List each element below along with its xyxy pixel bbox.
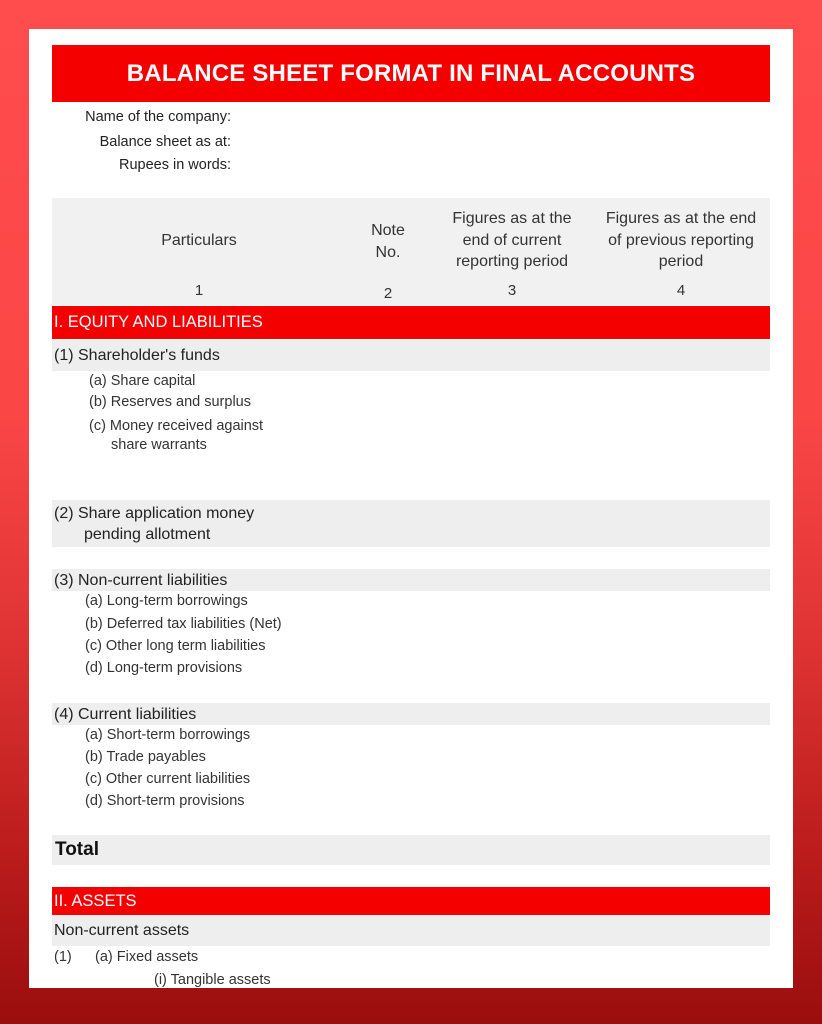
header-line: of previous reporting <box>608 231 754 249</box>
section-assets <box>52 887 770 915</box>
column-number-4: 4 <box>676 282 686 299</box>
group-title: (4) Current liabilities <box>54 705 197 723</box>
section-title: I. EQUITY AND LIABILITIES <box>54 313 263 331</box>
line-item-short-term-borrowings: (a) Short-term borrowings <box>85 727 251 743</box>
column-header-note-no <box>348 220 428 263</box>
column-header-current-period <box>437 208 587 273</box>
group-title: (3) Non-current liabilities <box>54 571 228 589</box>
line-item-other-long-term-liabilities: (c) Other long term liabilities <box>85 638 266 654</box>
line-item-trade-payables: (b) Trade payables <box>85 749 206 765</box>
group-current-liabilities <box>52 703 770 725</box>
header-line: reporting period <box>455 253 569 270</box>
group-title-cont: pending allotment <box>84 526 211 543</box>
line-item-money-against-warrants: (c) Money received against <box>89 418 264 434</box>
line-item-deferred-tax: (b) Deferred tax liabilities (Net) <box>85 616 282 632</box>
header-line: Note <box>371 222 405 239</box>
company-name-label: Name of the company: <box>85 109 231 125</box>
rupees-in-words-label: Rupees in words: <box>118 157 231 173</box>
document-title: BALANCE SHEET FORMAT IN FINAL ACCOUNTS <box>126 59 696 87</box>
column-number-3: 3 <box>507 282 517 299</box>
group-shareholders-funds <box>52 340 770 371</box>
group-share-application-money <box>52 500 770 547</box>
line-item-long-term-borrowings: (a) Long-term borrowings <box>85 593 248 609</box>
group-non-current-liabilities <box>52 569 770 591</box>
section-equity-liabilities <box>52 306 770 339</box>
total-row <box>52 835 770 865</box>
header-line: period <box>658 253 704 270</box>
section-title: II. ASSETS <box>54 891 137 910</box>
group-title: Non-current assets <box>54 922 190 939</box>
total-label: Total <box>55 839 99 860</box>
title-banner <box>52 45 770 102</box>
header-line: end of current <box>462 231 562 249</box>
balance-sheet-date-label: Balance sheet as at: <box>99 134 231 150</box>
column-number-1: 1 <box>194 282 204 299</box>
line-item-other-current-liabilities: (c) Other current liabilities <box>85 771 251 787</box>
line-item-tangible-assets: (i) Tangible assets <box>154 972 271 988</box>
line-item-money-against-warrants-cont: share warrants <box>111 437 207 453</box>
line-item-share-capital: (a) Share capital <box>89 373 196 389</box>
asset-row-number: (1) <box>54 949 72 965</box>
group-title: (2) Share application money <box>54 505 255 522</box>
balance-sheet-document <box>29 29 793 988</box>
table-header <box>52 198 770 305</box>
line-item-long-term-provisions: (d) Long-term provisions <box>85 660 243 676</box>
group-title: (1) Shareholder's funds <box>54 347 220 364</box>
header-line: No. <box>375 243 401 261</box>
column-header-particulars: Particulars <box>161 232 237 249</box>
group-non-current-assets <box>52 915 770 946</box>
header-line: Figures as at the end <box>605 210 757 227</box>
line-item-short-term-provisions: (d) Short-term provisions <box>85 793 245 809</box>
line-item-reserves-surplus: (b) Reserves and surplus <box>89 394 251 410</box>
header-line: Figures as at the <box>452 210 572 227</box>
line-item-fixed-assets: (a) Fixed assets <box>95 949 199 965</box>
column-header-previous-period <box>592 208 770 273</box>
column-number-2: 2 <box>383 285 393 302</box>
